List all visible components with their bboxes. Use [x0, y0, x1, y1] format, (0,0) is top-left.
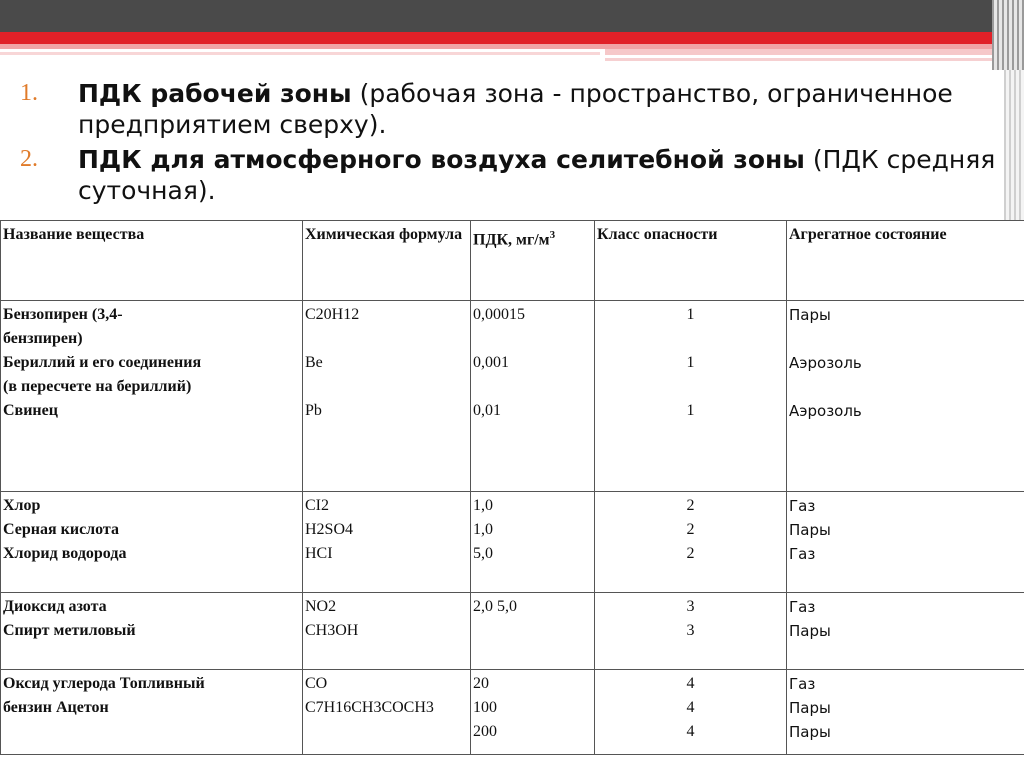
- cell-line: 5,0: [473, 545, 493, 562]
- cell-line: 3: [686, 598, 695, 615]
- cell-line: 100: [473, 699, 497, 716]
- cell-line: Пары: [789, 699, 831, 717]
- cell-line: Газ: [789, 675, 816, 693]
- table-header-row: [1, 221, 1024, 301]
- cell-line: [473, 327, 592, 351]
- cell-line: 1,0: [473, 521, 493, 538]
- cell-line: 4: [686, 699, 695, 716]
- cell-line: Спирт метиловый: [3, 622, 136, 639]
- cell-line: CI2: [305, 497, 329, 514]
- header-formula: Химическая формула: [303, 221, 471, 301]
- cell-line: Be: [305, 354, 323, 371]
- cell-line: CO: [305, 675, 328, 692]
- cell-line: Пары: [789, 622, 831, 640]
- cell-line: бензпирен): [3, 330, 83, 347]
- header-pink-bar-left: [0, 52, 600, 55]
- cell-names: [1, 492, 303, 593]
- header-class: Класс опасности: [595, 221, 787, 301]
- list-rest-text: (ПДК средняя суточная).: [78, 145, 996, 205]
- table-row: [1, 492, 1024, 593]
- cell-line: 20: [473, 675, 489, 692]
- cell-line: [789, 375, 1022, 399]
- cell-line: Диоксид азота: [3, 598, 107, 615]
- list-rest-text: (рабочая зона - пространство, ограниченное предприятием сверху).: [78, 79, 953, 139]
- cell-line: 2: [686, 521, 695, 538]
- cell-formulas: [303, 301, 471, 492]
- cell-line: Хлор: [3, 497, 41, 514]
- list-bold-text: ПДК рабочей зоны: [78, 79, 352, 108]
- table-row: [1, 301, 1024, 492]
- cell-classes: [595, 593, 787, 670]
- header-state: Агрегатное состояние: [787, 221, 1024, 301]
- list-item: [20, 144, 1010, 206]
- cell-line: Аэрозоль: [789, 402, 862, 420]
- cell-formulas: [303, 670, 471, 755]
- cell-line: [305, 327, 468, 351]
- cell-line: C20H12: [305, 306, 360, 323]
- list-number: 2.: [20, 146, 38, 172]
- list-bold-text: ПДК для атмосферного воздуха селитебной зоны: [78, 145, 805, 174]
- cell-line: Бериллий и его соединения: [3, 354, 202, 371]
- cell-names: [1, 301, 303, 492]
- cell-names: [1, 670, 303, 755]
- list-text: [78, 144, 1010, 206]
- header-pdk-sup: 3: [549, 229, 556, 241]
- substances-table: [0, 220, 1024, 755]
- cell-line: бензин Ацетон: [3, 699, 109, 716]
- cell-formulas: [303, 593, 471, 670]
- cell-pdk: [471, 301, 595, 492]
- cell-line: Газ: [789, 545, 816, 563]
- cell-line: C7H16CH3COCH3: [305, 699, 434, 716]
- cell-line: 1: [686, 354, 695, 371]
- cell-line: NO2: [305, 598, 337, 615]
- header-pdk-label: ПДК, мг/м: [473, 231, 550, 249]
- cell-states: [787, 670, 1024, 755]
- cell-line: 2: [686, 497, 695, 514]
- header-red-bar: [0, 32, 1000, 44]
- cell-line: Свинец: [3, 402, 58, 419]
- cell-states: [787, 301, 1024, 492]
- cell-formulas: [303, 492, 471, 593]
- cell-line: CH3OH: [305, 622, 359, 639]
- cell-line: Аэрозоль: [789, 354, 862, 372]
- table-row: [1, 593, 1024, 670]
- header-name: Название вещества: [1, 221, 303, 301]
- cell-line: 0,001: [473, 354, 509, 371]
- cell-line: [597, 327, 784, 351]
- cell-line: Пары: [789, 306, 831, 324]
- cell-line: 200: [473, 723, 497, 740]
- cell-line: Газ: [789, 598, 816, 616]
- cell-classes: [595, 670, 787, 755]
- cell-line: Пары: [789, 521, 831, 539]
- cell-pdk: [471, 670, 595, 755]
- cell-line: Хлорид водорода: [3, 545, 127, 562]
- cell-line: 1: [686, 306, 695, 323]
- corner-stripes: [992, 0, 1024, 70]
- numbered-list: [20, 78, 1010, 210]
- cell-states: [787, 492, 1024, 593]
- cell-line: [597, 375, 784, 399]
- cell-line: [305, 375, 468, 399]
- cell-classes: [595, 492, 787, 593]
- cell-pdk: [471, 492, 595, 593]
- cell-line: 1,0: [473, 497, 493, 514]
- cell-line: Пары: [789, 723, 831, 741]
- cell-names: [1, 593, 303, 670]
- cell-line: [473, 375, 592, 399]
- header-pink-bar-right-thin: [605, 58, 1000, 61]
- cell-line: HCI: [305, 545, 333, 562]
- cell-line: 3: [686, 622, 695, 639]
- cell-line: Газ: [789, 497, 816, 515]
- cell-line: 0,01: [473, 402, 501, 419]
- cell-line: 4: [686, 723, 695, 740]
- cell-pdk: [471, 593, 595, 670]
- cell-line: Бензопирен (3,4-: [3, 306, 123, 323]
- header-pdk: [471, 221, 595, 301]
- cell-line: Серная кислота: [3, 521, 119, 538]
- cell-line: 0,00015: [473, 306, 525, 323]
- list-item: [20, 78, 1010, 140]
- cell-line: [789, 327, 1022, 351]
- cell-line: H2SO4: [305, 521, 354, 538]
- list-text: [78, 78, 1010, 140]
- cell-line: Оксид углерода Топливный: [3, 675, 205, 692]
- cell-line: 2,0 5,0: [473, 598, 517, 615]
- cell-line: (в пересчете на бериллий): [3, 378, 192, 395]
- cell-classes: [595, 301, 787, 492]
- cell-states: [787, 593, 1024, 670]
- cell-line: Pb: [305, 402, 322, 419]
- cell-line: 2: [686, 545, 695, 562]
- table-row: [1, 670, 1024, 755]
- header-pink-bar-right: [605, 49, 1000, 55]
- cell-line: 4: [686, 675, 695, 692]
- header-dark-bar: [0, 0, 1024, 32]
- cell-line: 1: [686, 402, 695, 419]
- list-number: 1.: [20, 80, 38, 106]
